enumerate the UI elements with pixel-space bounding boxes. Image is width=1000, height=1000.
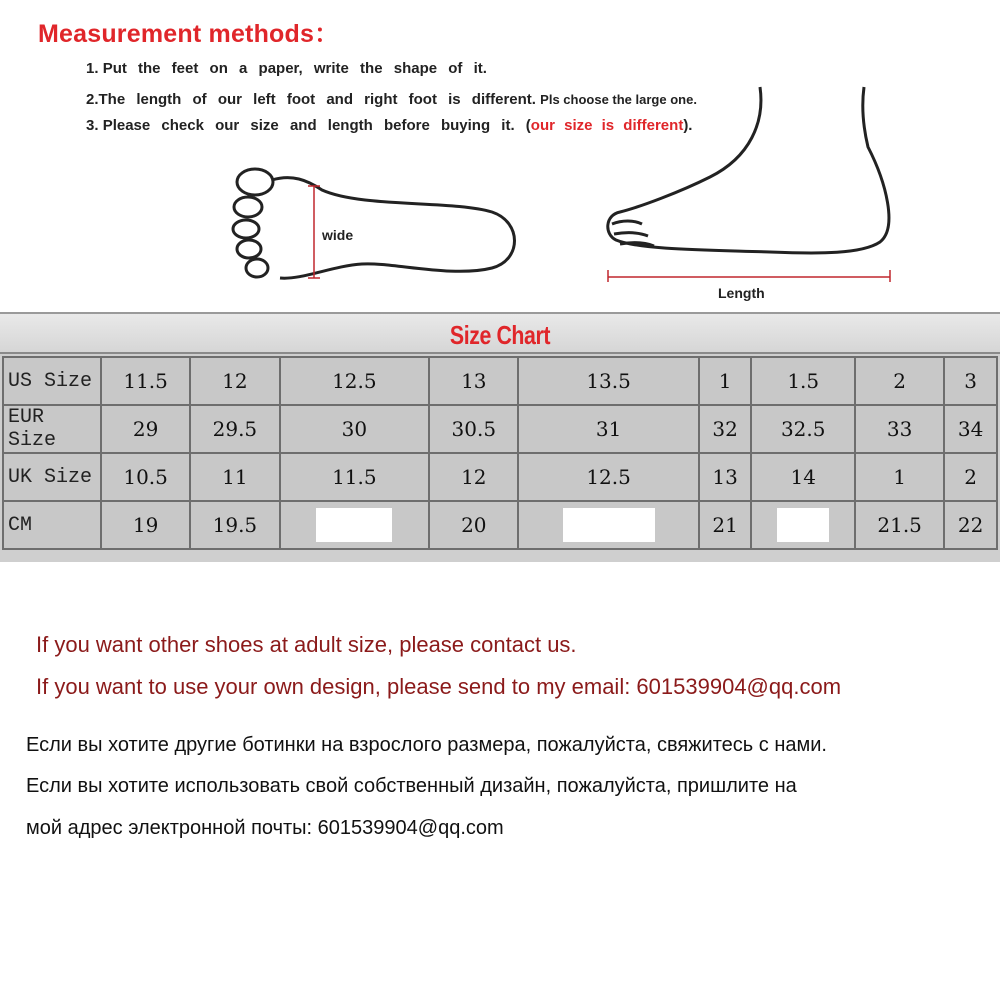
size-row — [3, 501, 997, 549]
blank-cell — [777, 508, 829, 542]
size-cell: 11.5 — [101, 357, 190, 405]
toe-2 — [234, 197, 262, 217]
foot-sole-illustration — [222, 160, 522, 292]
size-cell: 34 — [944, 405, 997, 453]
size-cell: 32 — [699, 405, 752, 453]
note-ru-own-design: Если вы хотите использовать свой собственный дизайн, пожалуйста, пришлите на — [26, 775, 797, 797]
size-cell: 19.5 — [190, 501, 279, 549]
size-cell: 30.5 — [429, 405, 518, 453]
size-cell: 33 — [855, 405, 944, 453]
size-row — [3, 357, 997, 405]
toe-5 — [246, 259, 268, 277]
foot-side-illustration — [600, 82, 900, 282]
step-3-end: ). — [683, 117, 693, 134]
toe-3 — [233, 220, 259, 238]
size-cell: 11.5 — [280, 453, 430, 501]
step-2-small-text: Pls choose the large one. — [540, 92, 697, 107]
size-cell: 12.5 — [280, 357, 430, 405]
size-cell: 32.5 — [751, 405, 855, 453]
toe-line-1 — [612, 221, 642, 224]
size-table — [2, 356, 998, 550]
size-cell: 21.5 — [855, 501, 944, 549]
size-row-label: EUR Size — [3, 405, 101, 453]
size-cell: 1.5 — [751, 357, 855, 405]
size-cell: 3 — [944, 357, 997, 405]
size-chart — [0, 312, 1000, 562]
size-cell: 11 — [190, 453, 279, 501]
step-2-number: 2. — [86, 91, 99, 108]
size-cell: 12.5 — [518, 453, 698, 501]
step-2-text: The length of our left foot and right foot is different. — [98, 91, 536, 108]
size-cell: 12 — [429, 453, 518, 501]
size-cell: 2 — [944, 453, 997, 501]
blank-cell — [563, 508, 655, 542]
size-chart-title: Size Chart — [449, 320, 551, 350]
step-3-text: Please check our size and length before buying it. ( — [102, 117, 531, 134]
note-ru-email: мой адрес электронной почты: 601539904@qq.com — [26, 817, 504, 839]
wide-label: wide — [322, 227, 354, 243]
size-row — [3, 405, 997, 453]
note-own-design: If you want to use your own design, please send to my email: 601539904@qq.com — [36, 674, 842, 699]
size-cell: 19 — [101, 501, 190, 549]
size-cell: 31 — [518, 405, 698, 453]
step-3-red-text: our size is different — [530, 117, 684, 134]
foot-side-outline — [608, 87, 889, 253]
size-chart-header — [0, 312, 1000, 354]
toe-line-2 — [614, 233, 648, 236]
size-cell: 22 — [944, 501, 997, 549]
size-cell: 14 — [751, 453, 855, 501]
step-3-number: 3. — [86, 117, 99, 134]
size-cell: 21 — [699, 501, 752, 549]
size-row-label: UK Size — [3, 453, 101, 501]
size-cell: 30 — [280, 405, 430, 453]
size-cell: 29.5 — [190, 405, 279, 453]
step-1 — [86, 60, 487, 77]
size-cell: 1 — [855, 453, 944, 501]
size-cell — [518, 501, 698, 549]
size-cell: 13 — [699, 453, 752, 501]
measurement-title: Measurement methods： — [38, 20, 340, 48]
size-cell: 10.5 — [101, 453, 190, 501]
blank-cell — [316, 508, 392, 542]
step-1-text: Put the feet on a paper, write the shape of it. — [102, 60, 487, 77]
size-row — [3, 453, 997, 501]
step-1-number: 1. — [86, 60, 99, 77]
size-cell: 2 — [855, 357, 944, 405]
size-cell — [751, 501, 855, 549]
size-cell: 12 — [190, 357, 279, 405]
length-label: Length — [718, 285, 765, 301]
size-cell: 13 — [429, 357, 518, 405]
toe-4 — [237, 240, 261, 258]
size-row-label: US Size — [3, 357, 101, 405]
size-cell: 13.5 — [518, 357, 698, 405]
toe-1 — [237, 169, 273, 195]
size-cell — [280, 501, 430, 549]
size-cell: 29 — [101, 405, 190, 453]
size-cell: 20 — [429, 501, 518, 549]
note-ru-adult-size: Если вы хотите другие ботинки на взрослого размера, пожалуйста, свяжитесь с нами. — [26, 734, 827, 756]
size-row-label: CM — [3, 501, 101, 549]
sole-outline — [272, 178, 515, 279]
size-cell: 1 — [699, 357, 752, 405]
note-adult-size: If you want other shoes at adult size, please contact us. — [36, 632, 577, 657]
